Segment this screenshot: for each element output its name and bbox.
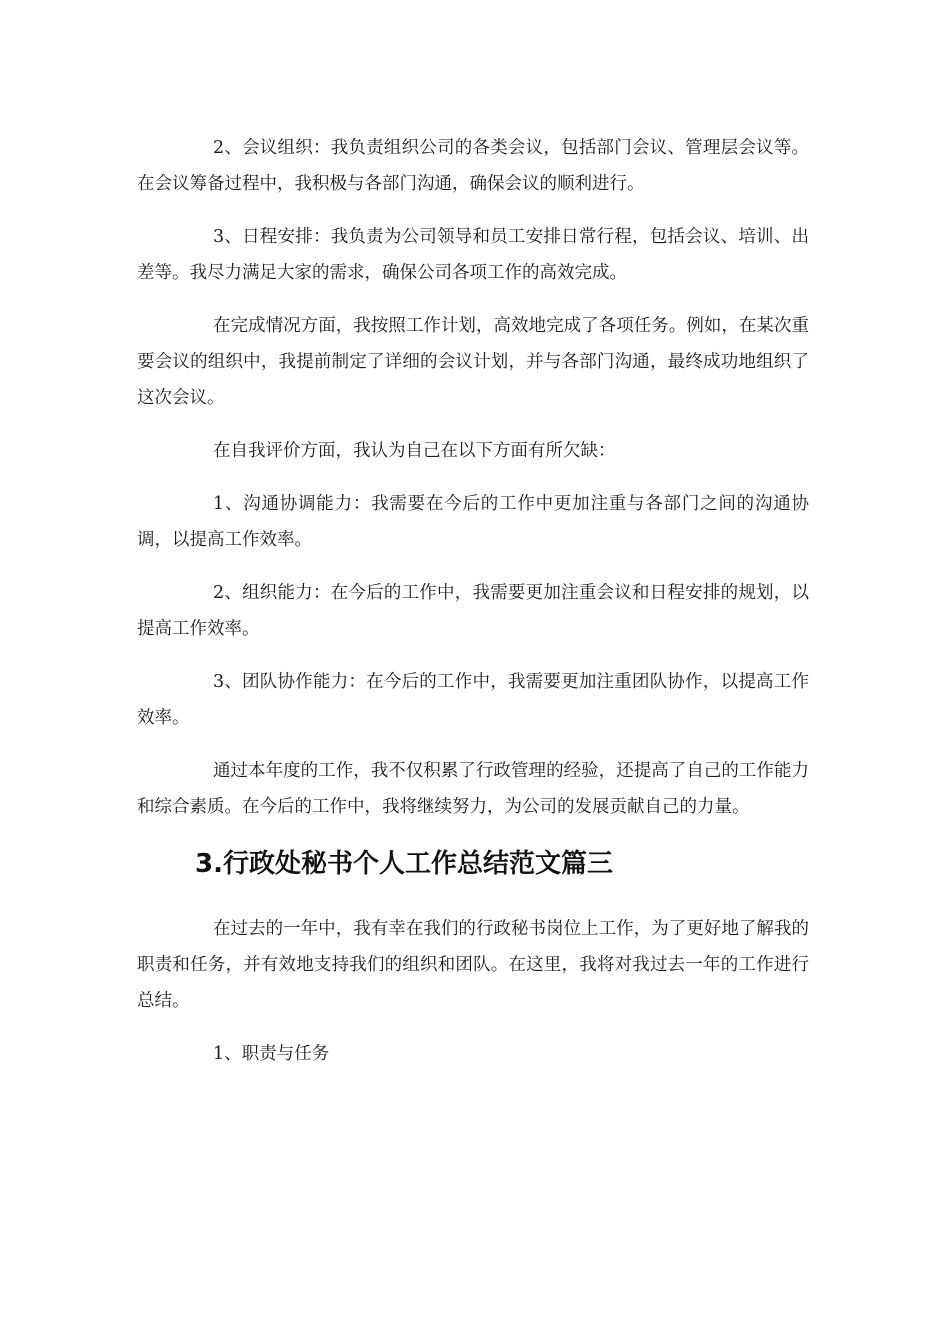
section-heading: 3.行政处秘书个人工作总结范文篇三 <box>195 849 613 879</box>
paragraph-meeting-organization: 2、会议组织：我负责组织公司的各类会议，包括部门会议、管理层会议等。在会议筹备过程中，我积极与各部门沟通，确保会议的顺利进行。 <box>137 138 809 194</box>
paragraph-completion-status: 在完成情况方面，我按照工作计划，高效地完成了各项任务。例如，在某次重要会议的组织中，我提前制定了详细的会议计划，并与各部门沟通，最终成功地组织了这次会议。 <box>137 316 809 408</box>
paragraph-organization-ability: 2、组织能力：在今后的工作中，我需要更加注重会议和日程安排的规划，以提高工作效率。 <box>137 583 809 639</box>
paragraph-duties-title: 1、职责与任务 <box>213 1044 330 1064</box>
paragraph-schedule-arrangement: 3、日程安排：我负责为公司领导和员工安排日常行程，包括会议、培训、出差等。我尽力满足大家的需求，确保公司各项工作的高效完成。 <box>137 227 809 283</box>
paragraph-annual-conclusion: 通过本年度的工作，我不仅积累了行政管理的经验，还提高了自己的工作能力和综合素质。在今后的工作中，我将继续努力，为公司的发展贡献自己的力量。 <box>137 761 809 817</box>
paragraph-teamwork-ability: 3、团队协作能力：在今后的工作中，我需要更加注重团队协作，以提高工作效率。 <box>137 672 809 728</box>
document-body <box>137 130 809 1089</box>
paragraph-communication-ability: 1、沟通协调能力：我需要在今后的工作中更加注重与各部门之间的沟通协调，以提高工作效率。 <box>137 494 809 550</box>
paragraph-self-evaluation: 在自我评价方面，我认为自己在以下方面有所欠缺： <box>213 441 616 461</box>
paragraph-intro: 在过去的一年中，我有幸在我们的行政秘书岗位上工作，为了更好地了解我的职责和任务，并有效地支持我们的组织和团队。在这里，我将对我过去一年的工作进行总结。 <box>137 919 809 1011</box>
